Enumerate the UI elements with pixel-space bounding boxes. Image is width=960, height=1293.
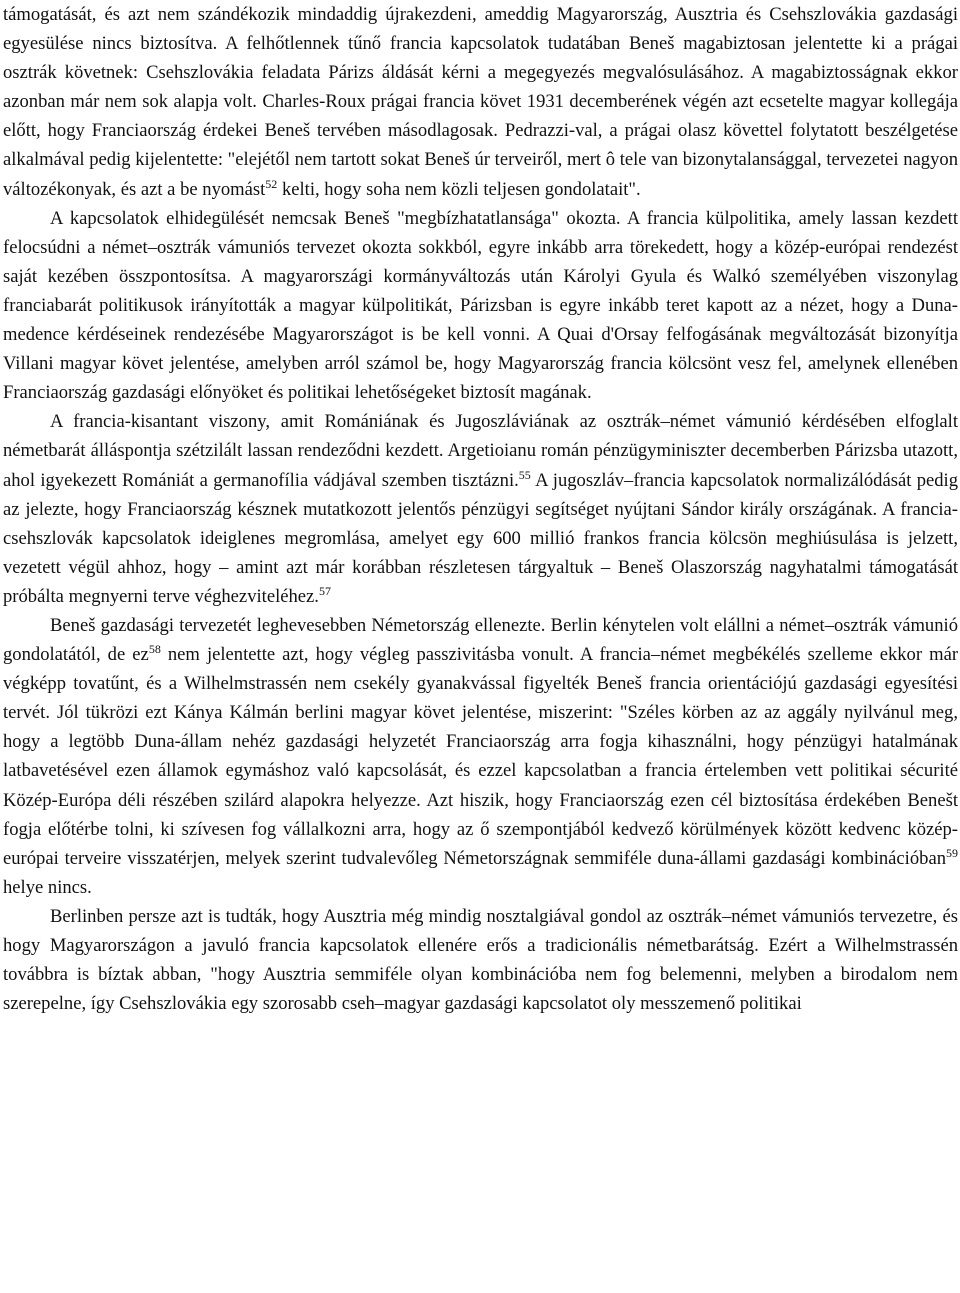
paragraph: [3, 611, 958, 902]
paragraph-text: A jugoszláv–francia kapcsolatok normalizálódását pedig az jelezte, hogy Franciaország késznek mutatkozott jelentős pénzügyi segítséget nyújtani Sándor király országának. A francia-csehszlovák kapcsolatok ideiglenes megromlása, amelyet egy 600 millió frankos francia kölcsön meghiúsulása is jelzett, vezetett végül ahhoz, hogy – amint azt már korábban részletesen tárgyaltuk – Beneš Olaszország nagyhatalmi támogatását próbálta megnyerni terve véghezviteléhez.: [3, 469, 959, 607]
paragraph: [3, 204, 958, 408]
paragraph-text: Berlinben persze azt is tudták, hogy Ausztria még mindig nosztalgiával gondol az osztrák–német vámuniós tervezetre, és hogy Magyarországon a javuló francia kapcsolatok ellenére erős a tradicionális németbarátság. Ezért a Wilhelmstrassén továbbra is bíztak abban, "hogy Ausztria semmiféle olyan kombinációba nem fog belemenni, melyben a birodalom nem szerepelne, így Csehszlovákia egy szorosabb cseh–magyar gazdasági kapcsolatot oly messzemenő politikai: [3, 905, 958, 1015]
footnote-ref: 58: [148, 641, 161, 656]
paragraph-text: helye nincs.: [3, 876, 92, 898]
footnote-ref: 57: [318, 583, 331, 598]
paragraph-text: támogatását, és azt nem szándékozik mindaddig újrakezdeni, ameddig Magyarország, Ausztria és Csehszlovákia gazdasági egyesülése nincs biztosítva. A felhőtlennek tűnő francia kapcsolatok tudatában Beneš magabiztosan jelentette ki a prágai osztrák követnek: Csehszlovákia feladata Párizs áldását kérni a megegyezés megvalósulásához. A magabiztosságnak ekkor azonban már nem sok alapja volt. Charles-Roux prágai francia követ 1931 decemberének végén azt ecsetelte magyar kollegája előtt, hogy Franciaország érdekei Beneš tervében másodlagosak. Pedrazzi-val, a prágai olasz követtel folytatott beszélgetése alkalmával pedig kijelentette: "elejétől nem tartott sokat Beneš úr terveiről, mert ô tele van bizonytalansággal, tervezetei nagyon változékonyak, és azt a be nyomást: [3, 4, 958, 200]
paragraph: [3, 902, 958, 1018]
paragraph-text: A kapcsolatok elhidegülését nemcsak Beneš "megbízhatatlansága" okozta. A francia külpolitika, amely lassan kezdett felocsúdni a német–osztrák vámuniós tervezet okozta sokkból, egyre inkább arra törekedett, hogy a közép-európai rendezést saját kezében összpontosítsa. A magyarországi kormányváltozás után Károlyi Gyula és Walkó személyében viszonylag franciabarát politikusok irányították a magyar külpolitikát, Párizsban is egyre inkább teret kapott az a nézet, hogy a Duna-medence kérdéseinek rendezésébe Magyarországot is be kell vonni. A Quai d'Orsay felfogásának megváltozását bizonyítja Villani magyar követ jelentése, amelyben arról számol be, hogy Magyarország francia kölcsönt vesz fel, amelynek ellenében Franciaország gazdasági előnyöket és politikai lehetőségeket biztosít magának.: [3, 207, 958, 404]
paragraph-text: kelti, hogy soha nem közli teljesen gondolatait".: [277, 178, 641, 200]
paragraph-text: nem jelentette azt, hogy végleg passzivitásba vonult. A francia–német megbékélés szelleme ekkor már végképp tovatűnt, és a Wilhelmstrassén nem csekély gyanakvással figyelték Beneš francia orientációjú gazdasági egyesítési tervét. Jól tükrözi ezt Kánya Kálmán berlini magyar követ jelentése, miszerint: "Széles körben az az aggály nyilvánul meg, hogy a legtöbb Duna-állam nehéz gazdasági helyzetét Franciaország arra fogja kihasználni, hogy pénzügyi hatalmának latbavetésével ezen államok egymáshoz való kapcsolását, és ezzel kapcsolatban a francia értelemben vett politikai sécurité Közép-Európa déli részében szilárd alapokra helyezze. Azt hiszik, hogy Franciaország ezen cél biztosítása érdekében Benešt fogja előtérbe tolni, ki szívesen fog vállalkozni arra, hogy az ő szempontjából kedvező körülmények között kedvenc közép-európai terveire visszatérjen, melyek szerint tudvalevőleg Németországnak semmiféle duna-állami gazdasági kombinációban: [3, 644, 959, 869]
paragraph: [3, 407, 958, 611]
footnote-ref: 52: [265, 176, 278, 191]
paragraph-text: A francia-kisantant viszony, amit Romániának és Jugoszláviának az osztrák–német vámunió kérdésében elfoglalt németbarát álláspontja szétzilált lassan rendeződni kezdett. Argetioianu román pénzügyminiszter decemberben Párizsba utazott, ahol igyekezett Romániát a germanofília vádjával szemben tisztázni.: [3, 411, 958, 491]
paragraph: [3, 0, 958, 204]
footnote-ref: 59: [946, 845, 958, 860]
paragraph-text: Beneš gazdasági tervezetét leghevesebben Németország ellenezte. Berlin kénytelen volt elállni a német–osztrák vámunió gondolatától, de ez: [3, 614, 958, 666]
footnote-ref: 55: [518, 467, 531, 482]
